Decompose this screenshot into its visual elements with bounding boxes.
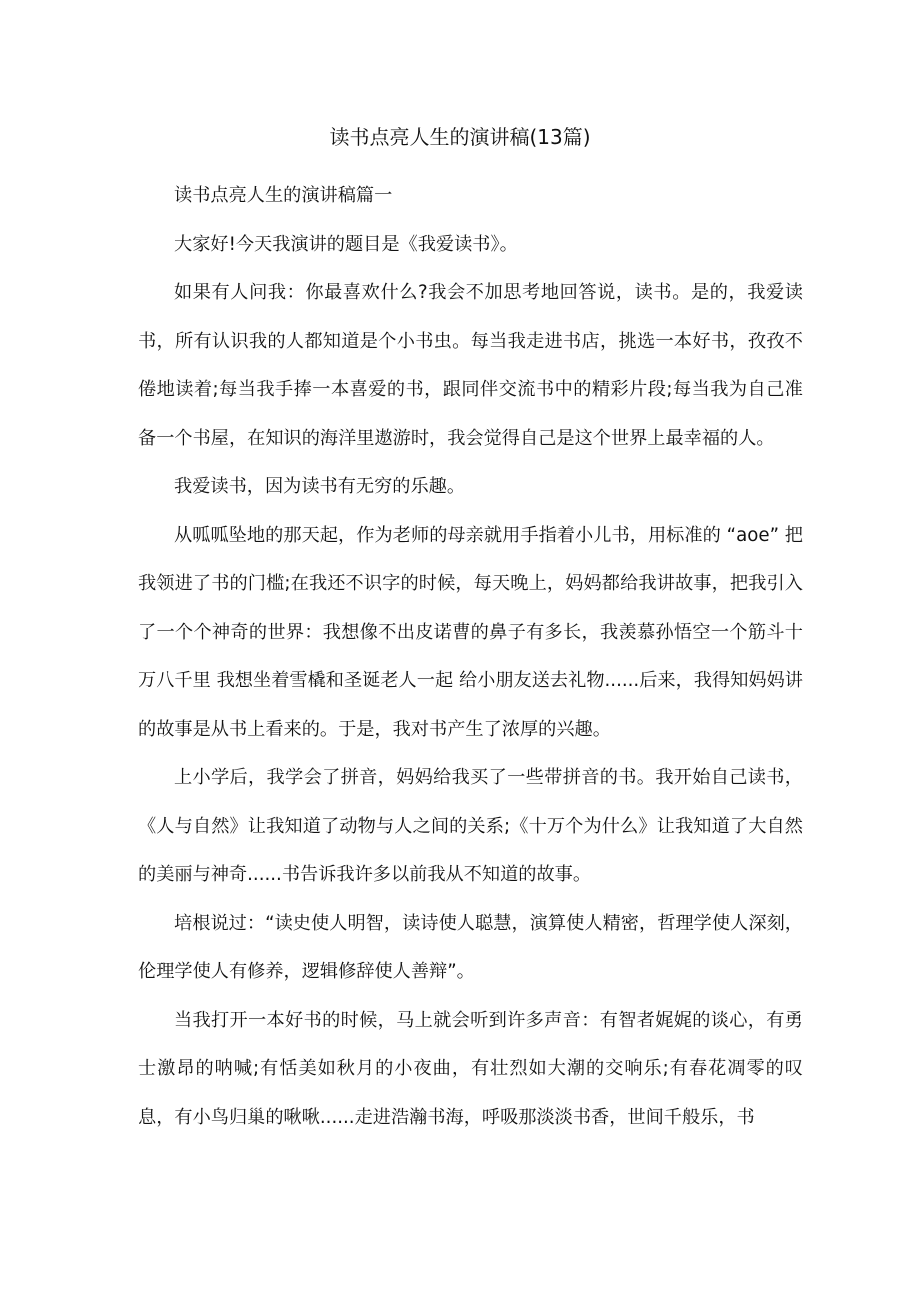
paragraph: 我爱读书，因为读书有无穷的乐趣。 [174, 476, 466, 497]
section-heading: 读书点亮人生的演讲稿篇一 [174, 185, 393, 206]
paragraph: 当我打开一本好书的时候，马上就会听到许多声音：有智者娓娓的谈心，有勇士激昂的呐喊;有恬美如秋月的小夜曲，有壮烈如大潮的交响乐;有春花凋零的叹息，有小鸟归巢的啾啾......走进浩瀚书海，呼吸那淡淡书香，世间千般乐，书 [138, 1009, 803, 1128]
document-body [138, 172, 803, 1142]
paragraph-greeting: 大家好!今天我演讲的题目是《我爱读书》。 [174, 233, 518, 255]
paragraph-quote: 培根说过：“读史使人明智，读诗使人聪慧，演算使人精密，哲理学使人深刻，伦理学使人有修养，逻辑修辞使人善辩”。 [138, 912, 803, 982]
paragraph: 上小学后，我学会了拼音，妈妈给我买了一些带拼音的书。我开始自己读书，《人与自然》让我知道了动物与人之间的关系;《十万个为什么》让我知道了大自然的美丽与神奇......书告诉我许多以前我从不知道的故事。 [138, 767, 803, 885]
paragraph: 如果有人问我：你最喜欢什么?我会不加思考地回答说，读书。是的，我爱读书，所有认识我的人都知道是个小书虫。每当我走进书店，挑选一本好书，孜孜不倦地读着;每当我手捧一本喜爱的书，跟同伴交流书中的精彩片段;每当我为自己准备一个书屋，在知识的海洋里遨游时，我会觉得自己是这个世界上最幸福的人。 [138, 282, 803, 449]
paragraph: 从呱呱坠地的那天起，作为老师的母亲就用手指着小儿书，用标准的 “aoe” 把我领进了书的门槛;在我还不识字的时候，每天晚上，妈妈都给我讲故事，把我引入了一个个神奇的世界：我想像不出皮诺曹的鼻子有多长，我羡慕孙悟空一个筋斗十万八千里 我想坐着雪橇和圣诞老人一起 给小朋友送去礼物......后来，我得知妈妈讲的故事是从书上看来的。于是，我对书产生了浓厚的兴趣。 [138, 524, 803, 740]
document-title: 读书点亮人生的演讲稿(13篇) [329, 125, 591, 149]
